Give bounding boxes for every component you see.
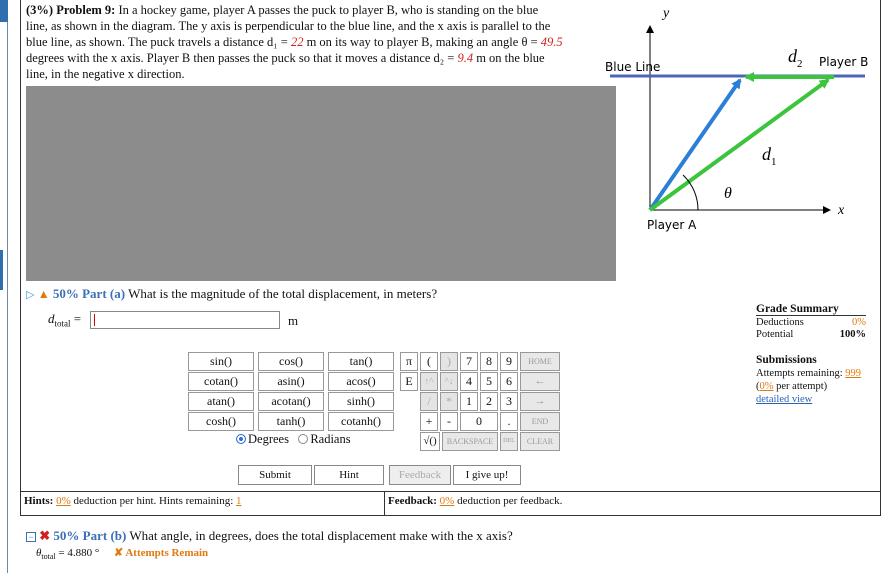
calc-multiply-button[interactable]: * [440, 392, 458, 411]
calc-down-button[interactable]: ^↓ [440, 372, 458, 391]
calc-asin-button[interactable]: asin() [258, 372, 324, 391]
deductions-value: 0% [852, 317, 866, 328]
calc-pi-button[interactable]: π [400, 352, 418, 371]
problem-line: degrees with the x axis. Player B then passes the puck so that it moves a distance d₂ = [26, 51, 458, 65]
wrong-icon: ✖ [39, 528, 51, 543]
calc-cotanh-button[interactable]: cotanh() [328, 412, 394, 431]
calc-left-button[interactable]: ← [520, 372, 560, 391]
player-a-label: Player A [647, 218, 697, 232]
hockey-diagram [600, 0, 881, 245]
calc-2-button[interactable]: 2 [480, 392, 498, 411]
problem-title: Problem 9: [56, 3, 116, 17]
per-attempt-deduction: 0% [759, 381, 774, 392]
calc-cos-button[interactable]: cos() [258, 352, 324, 371]
calc-cotan-button[interactable]: cotan() [188, 372, 254, 391]
calc-plus-button[interactable]: + [420, 412, 438, 431]
calc-sinh-button[interactable]: sinh() [328, 392, 394, 411]
calc-8-button[interactable]: 8 [480, 352, 498, 371]
detailed-view-link[interactable]: detailed view [756, 394, 813, 405]
y-axis-label: y [663, 6, 670, 21]
calc-sin-button[interactable]: sin() [188, 352, 254, 371]
calc-tanh-button[interactable]: tanh() [258, 412, 324, 431]
part-b-answer-value: = 4.880 ° [55, 547, 100, 559]
blue-line-label: Blue Line [605, 60, 661, 74]
problem-line: m on its way to player B, making an angle θ = [303, 35, 541, 49]
left-frame [0, 0, 8, 573]
d2-value: 9.4 [457, 51, 474, 65]
calc-right-button[interactable]: → [520, 392, 560, 411]
x-axis-label: x [838, 203, 845, 218]
calc-4-button[interactable]: 4 [460, 372, 478, 391]
frame-accent [0, 250, 3, 290]
calc-dot-button[interactable]: . [500, 412, 518, 431]
problem-line: blue line, as shown. The puck travels a distance d₁ = [26, 35, 291, 49]
divider [384, 491, 385, 516]
calc-rparen-button[interactable]: ) [440, 352, 458, 371]
submit-button[interactable]: Submit [238, 465, 312, 485]
angle-mode [236, 432, 351, 447]
collapse-icon[interactable]: − [26, 532, 36, 542]
text-caret [94, 314, 95, 326]
problem-statement [26, 2, 586, 82]
hints-info: Hints: 0% deduction per hint. Hints remaining: 1 [24, 495, 242, 507]
part-b-answer: $\theta_{total} = 4.880$ ° ✘ Attempts Remain [36, 547, 209, 562]
submissions-panel: Submissions Attempts remaining: 999 (0% per attempt) detailed view [756, 354, 871, 406]
calc-divide-button[interactable]: / [420, 392, 438, 411]
calc-e-button[interactable]: E [400, 372, 418, 391]
calc-backspace-button[interactable]: BACKSPACE [442, 432, 498, 451]
calc-acos-button[interactable]: acos() [328, 372, 394, 391]
calc-5-button[interactable]: 5 [480, 372, 498, 391]
grade-summary-title: Grade Summary [756, 303, 866, 316]
hint-deduction: 0% [56, 495, 71, 507]
divider [20, 491, 881, 492]
calc-minus-button[interactable]: - [440, 412, 458, 431]
radians-radio[interactable] [298, 434, 308, 444]
degrees-radio[interactable] [236, 434, 246, 444]
calc-lparen-button[interactable]: ( [420, 352, 438, 371]
calc-0-button[interactable]: 0 [460, 412, 498, 431]
calc-home-button[interactable]: HOME [520, 352, 560, 371]
problem-line: line, as shown in the diagram. The y axis is perpendicular to the blue line, and the x axis is parallel to the [26, 19, 551, 33]
calc-6-button[interactable]: 6 [500, 372, 518, 391]
frame-accent [0, 0, 8, 22]
calc-end-button[interactable]: END [520, 412, 560, 431]
attempts-remain-status: ✘ Attempts Remain [113, 547, 209, 559]
theta-value: 49.5 [540, 35, 563, 49]
part-b-question: What angle, in degrees, does the total displacement make with the x axis? [129, 528, 513, 543]
potential-value: 100% [839, 329, 866, 340]
submissions-title: Submissions [756, 354, 817, 366]
calc-7-button[interactable]: 7 [460, 352, 478, 371]
calc-acotan-button[interactable]: acotan() [258, 392, 324, 411]
part-b-header [26, 528, 513, 544]
player-b-label: Player B [819, 55, 869, 69]
total-arrow [650, 80, 828, 210]
problem-line: line, in the negative x direction. [26, 67, 185, 81]
d2-label: $d_2$ [788, 46, 803, 70]
problem-weight: (3%) [26, 3, 54, 17]
theta-label: θ [724, 185, 732, 202]
calc-tan-button[interactable]: tan() [328, 352, 394, 371]
feedback-button[interactable]: Feedback [389, 465, 451, 485]
attempts-remaining: 999 [845, 368, 861, 379]
give-up-button[interactable]: I give up! [453, 465, 521, 485]
calc-del-button[interactable]: DEL [500, 432, 518, 451]
warning-icon: ▲ [37, 287, 50, 301]
calc-sqrt-button[interactable]: √() [420, 432, 440, 451]
hidden-image-placeholder [26, 86, 616, 281]
calc-9-button[interactable]: 9 [500, 352, 518, 371]
play-icon[interactable]: ▷ [26, 289, 35, 301]
hint-button[interactable]: Hint [314, 465, 384, 485]
feedback-info: Feedback: 0% deduction per feedback. [388, 495, 563, 507]
answer-input[interactable] [90, 311, 280, 329]
problem-line: In a hockey game, player A passes the puck to player B, who is standing on the blue [118, 3, 539, 17]
part-a-question: What is the magnitude of the total displacement, in meters? [128, 286, 438, 301]
calc-1-button[interactable]: 1 [460, 392, 478, 411]
feedback-deduction: 0% [439, 495, 455, 507]
calc-cosh-button[interactable]: cosh() [188, 412, 254, 431]
calc-atan-button[interactable]: atan() [188, 392, 254, 411]
part-a-percent: 50% Part (a) [52, 286, 126, 301]
part-a-header [26, 286, 616, 302]
calc-clear-button[interactable]: CLEAR [520, 432, 560, 451]
answer-label: $d_{total}$ = [48, 311, 82, 329]
part-b-percent: 50% Part (b) [53, 528, 127, 543]
d1-label: $d_1$ [762, 144, 777, 168]
calc-up-button[interactable]: ↑^ [420, 372, 438, 391]
calc-3-button[interactable]: 3 [500, 392, 518, 411]
answer-unit: m [288, 313, 299, 328]
grade-summary: Grade Summary Deductions 0% Potential 100% [756, 303, 866, 340]
hints-remaining: 1 [236, 495, 242, 507]
d1-value: 22 [290, 35, 304, 49]
problem-line: m on the blue [473, 51, 545, 65]
degrees-label: Degrees [248, 432, 289, 446]
radians-label: Radians [310, 432, 351, 446]
